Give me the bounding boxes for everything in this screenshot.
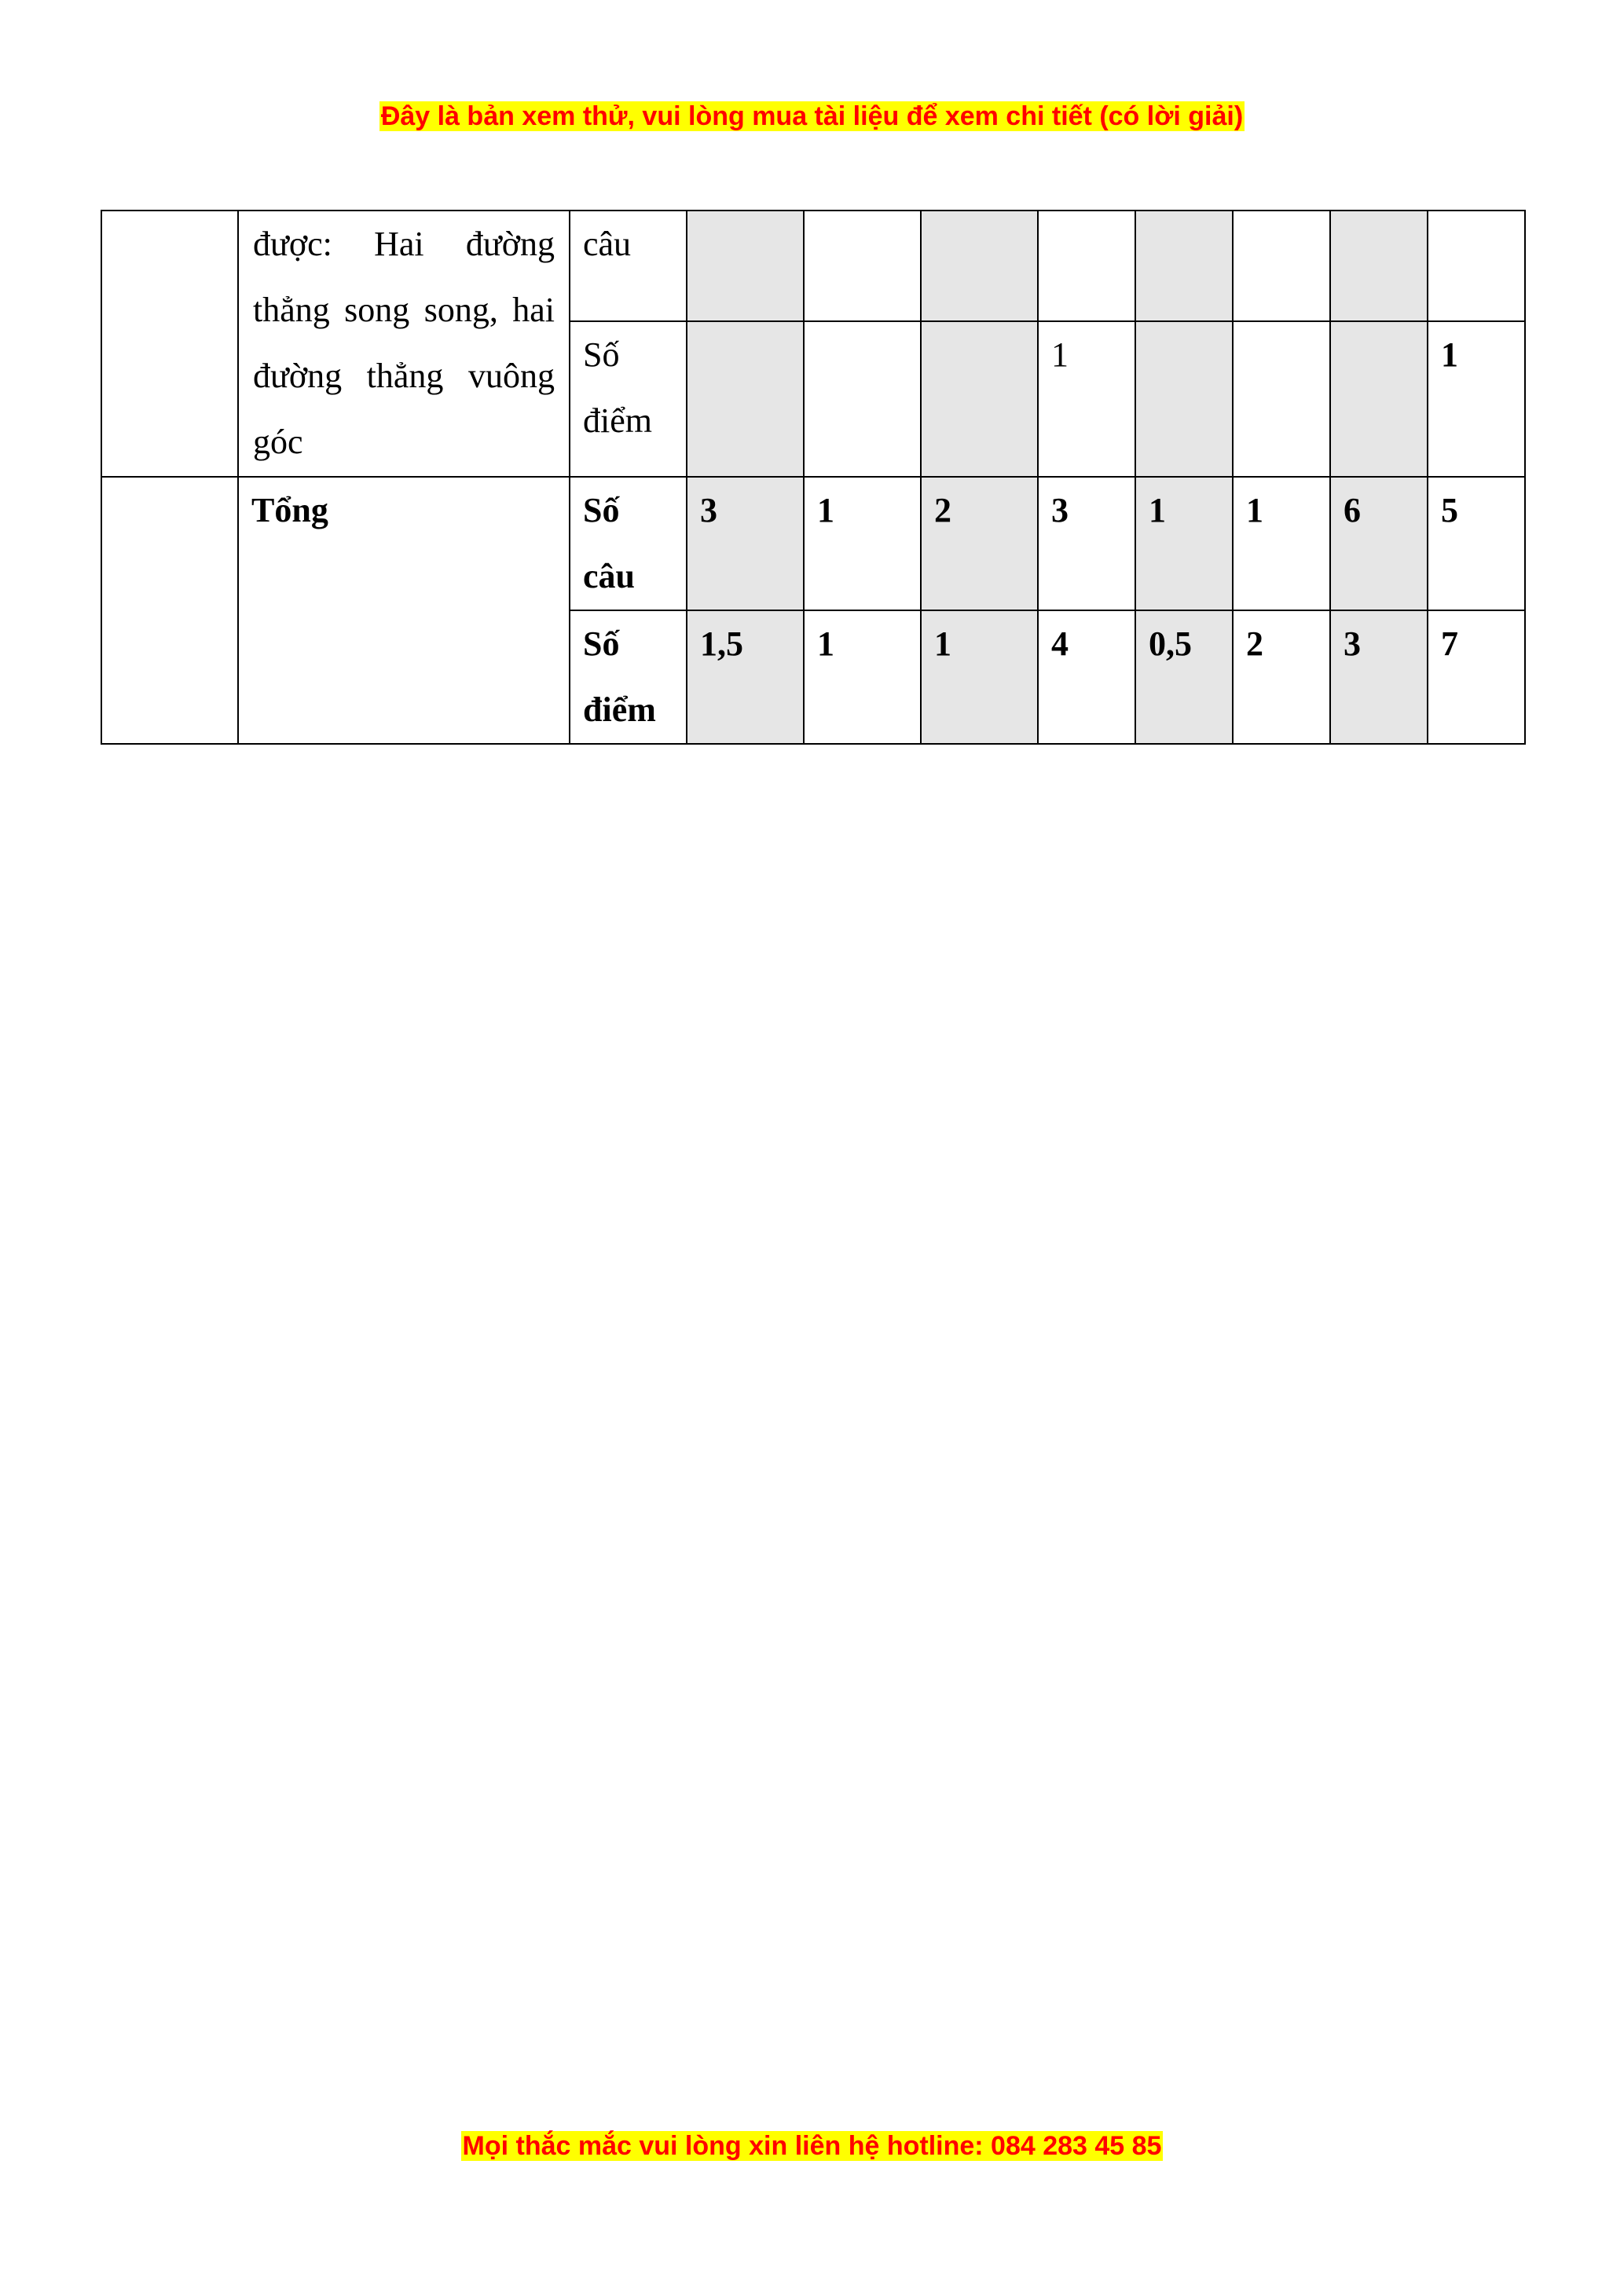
- total-value-cell: 1: [804, 477, 921, 610]
- row-label: câu: [570, 211, 687, 321]
- total-value-cell: 2: [921, 477, 1038, 610]
- value-cell: 1: [1428, 321, 1525, 477]
- value-cell: [921, 211, 1038, 321]
- value-cell: [1135, 321, 1233, 477]
- total-value-cell: 2: [1233, 610, 1330, 744]
- hotline-text: Mọi thắc mắc vui lòng xin liên hệ hotline: 084 283 45 85: [462, 2131, 1162, 2161]
- value-cell: [1038, 211, 1135, 321]
- total-value-cell: 1: [1233, 477, 1330, 610]
- total-value-cell: 3: [1330, 610, 1428, 744]
- preview-notice-text: Đây là bản xem thử, vui lòng mua tài liệu để xem chi tiết (có lời giải): [380, 101, 1244, 131]
- table-row: [101, 211, 1525, 321]
- total-value-cell: 3: [1038, 477, 1135, 610]
- value-cell: [1330, 211, 1428, 321]
- value-cell: [1233, 211, 1330, 321]
- value-cell: [687, 321, 804, 477]
- total-value-cell: 1,5: [687, 610, 804, 744]
- hotline-banner: [0, 2129, 1624, 2163]
- total-row: [101, 477, 1525, 610]
- total-label: Tổng: [238, 477, 570, 744]
- row-label: Số câu: [570, 477, 687, 610]
- total-value-cell: 5: [1428, 477, 1525, 610]
- row-label: Số điểm: [570, 610, 687, 744]
- value-cell: [921, 321, 1038, 477]
- row-label: Số điểm: [570, 321, 687, 477]
- total-value-cell: 3: [687, 477, 804, 610]
- index-cell: [101, 477, 238, 744]
- value-cell: [1428, 211, 1525, 321]
- value-cell: 1: [1038, 321, 1135, 477]
- value-cell: [687, 211, 804, 321]
- total-value-cell: 1: [804, 610, 921, 744]
- topic-cell: [238, 211, 570, 477]
- topic-text: được: Hai đường thẳng song song, hai đường thẳng vuông góc: [253, 225, 555, 461]
- total-value-cell: 1: [921, 610, 1038, 744]
- total-value-cell: 4: [1038, 610, 1135, 744]
- total-value-cell: 6: [1330, 477, 1428, 610]
- total-value-cell: 1: [1135, 477, 1233, 610]
- value-cell: [1233, 321, 1330, 477]
- index-cell: [101, 211, 238, 477]
- value-cell: [1330, 321, 1428, 477]
- value-cell: [804, 211, 921, 321]
- assessment-matrix-table: [101, 210, 1526, 745]
- value-cell: [1135, 211, 1233, 321]
- preview-notice-banner: [0, 99, 1624, 134]
- value-cell: [804, 321, 921, 477]
- total-value-cell: 7: [1428, 610, 1525, 744]
- total-value-cell: 0,5: [1135, 610, 1233, 744]
